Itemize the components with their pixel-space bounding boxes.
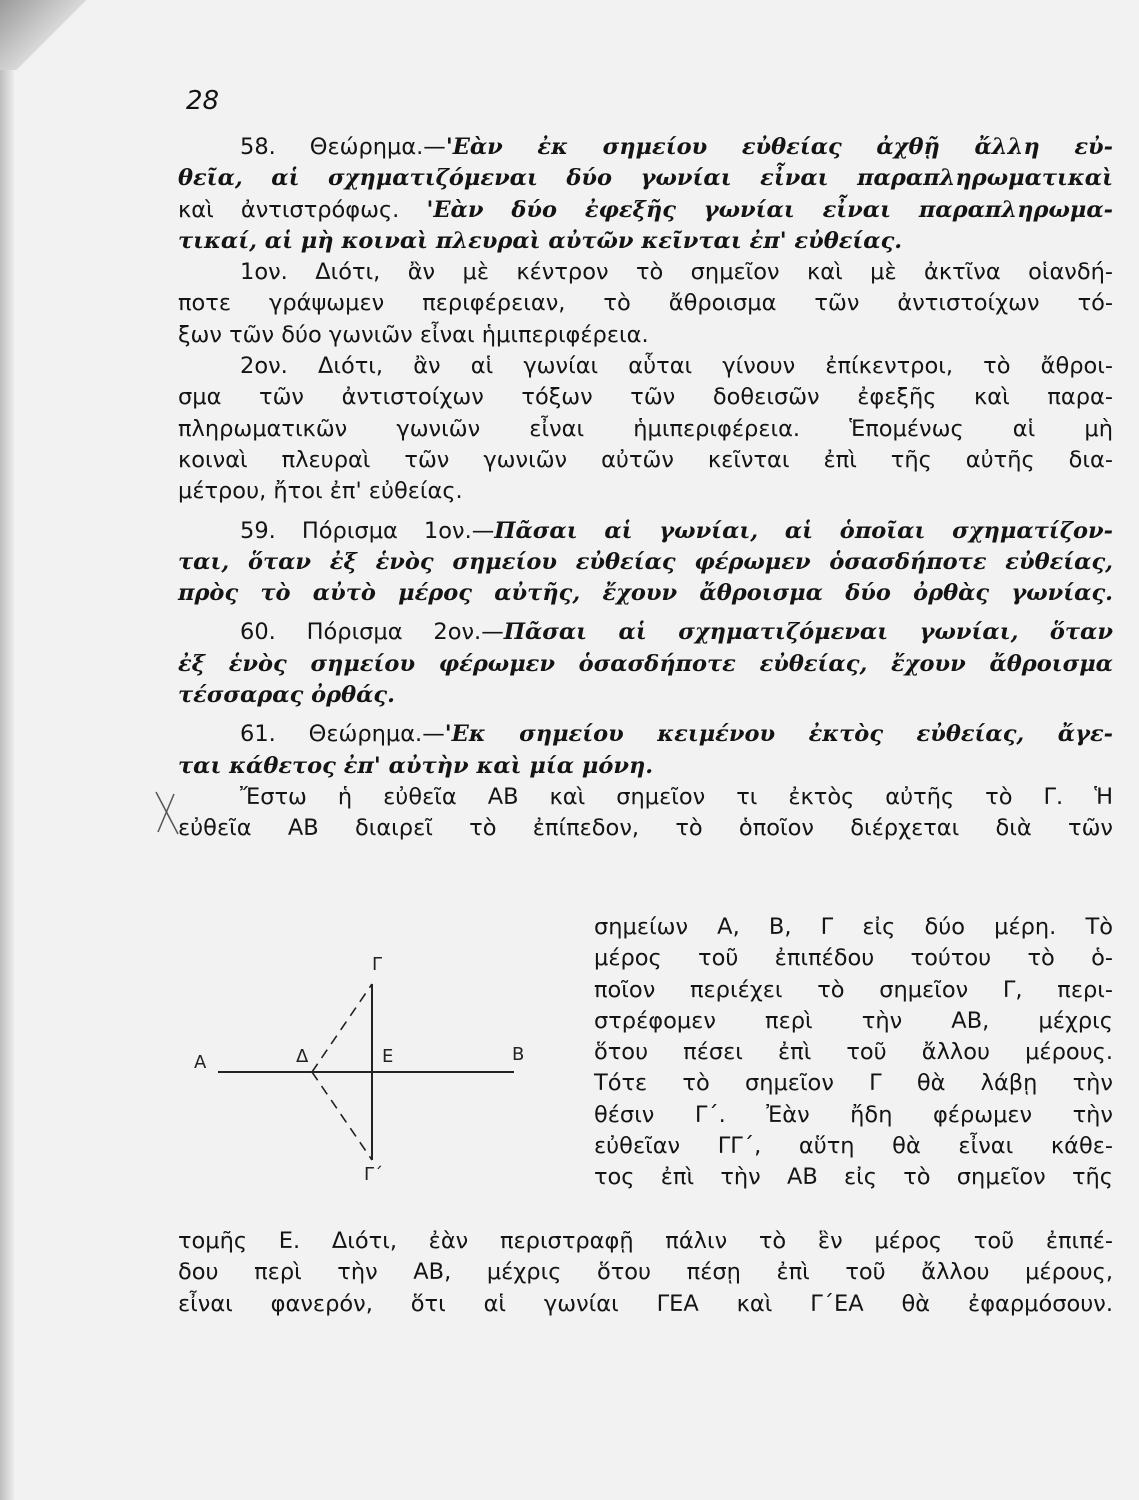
page-edge-shadow (0, 0, 14, 1500)
corollary-59-statement: Πᾶσαι αἱ γωνίαι, αἱ ὁποῖαι σχηματίζον- (494, 517, 1113, 544)
corollary-60-line-1 (178, 617, 1113, 648)
corollary-60-label: 60. Πόρισμα 2ον.— (240, 619, 504, 646)
geometry-figure (178, 940, 558, 1180)
corollary-60-line-2: ἐξ ἑνὸς σημείου φέρωμεν ὁσασδήποτε εὐθείας, ἔχουν ἄθροισμα (178, 650, 1113, 677)
text-lower (178, 1226, 1113, 1320)
theorem-61-line-1 (178, 719, 1113, 750)
proof-2-line-1: 2ον. Διότι, ἂν αἱ γωνίαι αὗται γίνουν ἐπίκεντροι, τὸ ἄθροι- (240, 353, 1113, 380)
wrap-line-2: μέρος τοῦ ἐπιπέδου τούτου τὸ ὁ- (594, 945, 1113, 972)
dashed-d-to-g-prime (312, 1072, 372, 1160)
proof-2-line-4: κοιναὶ πλευραὶ τῶν γωνιῶν αὐτῶν κεῖνται ἐπὶ τῆς αὐτῆς δια- (178, 446, 1113, 473)
theorem-58-converse: 'Εὰν δύο ἐφεξῆς γωνίαι εἶναι παραπληρωμα- (426, 196, 1114, 223)
proof-1-line-2: ποτε γράψωμεν περιφέρειαν, τὸ ἄθροισμα τῶν ἀντιστοίχων τό- (178, 290, 1113, 317)
theorem-58-line-4: τικαί, αἱ μὴ κοιναὶ πλευραὶ αὐτῶν κεῖνται ἐπ' εὐθείας. (178, 227, 903, 254)
proof-2-line-5: μέτρου, ἤτοι ἐπ' εὐθείας. (178, 478, 463, 505)
proof-2-line-3: πληρωματικῶν γωνιῶν εἶναι ἡμιπεριφέρεια. Ἑπομένως αἱ μὴ (178, 415, 1113, 442)
wrap-line-4: στρέφομεν περὶ τὴν ΑΒ, μέχρις (594, 1007, 1113, 1034)
theorem-58-line-3 (178, 195, 1113, 226)
wrap-line-1: σημείων Α, Β, Γ εἰς δύο μέρη. Τὸ (594, 914, 1113, 940)
proof-1-line-1: 1ον. Διότι, ἂν μὲ κέντρον τὸ σημεῖον καὶ μὲ ἀκτῖνα οἱανδή- (240, 259, 1113, 286)
pencil-margin-mark (148, 788, 188, 838)
wrap-line-8: εὐθεῖαν ΓΓ΄, αὕτη θὰ εἶναι κάθε- (594, 1133, 1113, 1160)
label-g: Γ (372, 954, 383, 975)
corollary-59-line-1 (178, 516, 1113, 547)
wrap-line-9: τος ἐπὶ τὴν ΑΒ εἰς τὸ σημεῖον τῆς (594, 1164, 1113, 1191)
wrap-line-6: Τότε τὸ σημεῖον Γ θὰ λάβῃ τὴν (594, 1070, 1113, 1097)
corollary-60-line-3: τέσσαρας ὀρθάς. (178, 682, 395, 709)
final-line-3: εἶναι φανερόν, ὅτι αἱ γωνίαι ΓΕΑ καὶ Γ΄ΕΑ θὰ ἐφαρμόσουν. (178, 1290, 1113, 1317)
final-line-1: τομῆς Ε. Διότι, ἐὰν περιστραφῇ πάλιν τὸ ἓν μέρος τοῦ ἐπιπέ- (178, 1228, 1113, 1254)
wrap-line-3: ποῖον περιέχει τὸ σημεῖον Γ, περι- (594, 976, 1113, 1003)
theorem-58-text-plain: καὶ ἀντιστρόφως. (178, 196, 427, 223)
theorem-61-line-2: ται κάθετος ἐπ' αὐτὴν καὶ μία μόνη. (178, 752, 654, 779)
page-number: 28 (186, 86, 220, 116)
final-line-2: δου περὶ τὴν ΑΒ, μέχρις ὅτου πέσῃ ἐπὶ τοῦ ἄλλου μέρους, (178, 1259, 1113, 1286)
label-a: Α (194, 1052, 207, 1073)
theorem-58-line-2: θεῖα, αἱ σχηματιζόμεναι δύο γωνίαι εἶναι παραπληρωματικαὶ (178, 165, 1113, 192)
theorem-58-label: 58. Θεώρημα.— (240, 134, 446, 160)
proof-2-line-2: σμα τῶν ἀντιστοίχων τόξων τῶν δοθεισῶν ἐφεξῆς καὶ παρα- (178, 384, 1113, 411)
dashed-d-to-g (312, 984, 372, 1072)
label-g-prime: Γ΄ (364, 1164, 384, 1180)
label-e: Ε (382, 1046, 394, 1067)
wrap-line-7: θέσιν Γ΄. Ἐὰν ἤδη φέρωμεν τὴν (594, 1101, 1113, 1128)
proof-61-line-1: Ἔστω ἡ εὐθεῖα ΑΒ καὶ σημεῖον τι ἐκτὸς αὐτῆς τὸ Γ. Ἡ (240, 783, 1113, 810)
corollary-59-line-3: πρὸς τὸ αὐτὸ μέρος αὐτῆς, ἔχουν ἄθροισμα δύο ὀρθὰς γωνίας. (178, 580, 1113, 607)
corollary-59-line-2: ται, ὅταν ἐξ ἑνὸς σημείου εὐθείας φέρωμεν ὁσασδήποτε εὐθείας, (178, 548, 1113, 575)
corollary-60-statement: Πᾶσαι αἱ σχηματιζόμεναι γωνίαι, ὅταν (503, 619, 1113, 646)
folded-corner (0, 0, 120, 70)
text-beside-figure (594, 912, 1113, 1194)
theorem-61-statement: 'Εκ σημείου κειμένου ἐκτὸς εὐθείας, ἄγε- (444, 721, 1113, 748)
label-d: Δ (296, 1046, 309, 1067)
text-upper (178, 132, 1113, 845)
theorem-58-statement: 'Εὰν ἐκ σημείου εὐθείας ἀχθῇ ἄλλη εὐ- (445, 134, 1113, 160)
proof-1-line-3: ξων τῶν δύο γωνιῶν εἶναι ἡμιπεριφέρεια. (178, 321, 649, 348)
corollary-59-label: 59. Πόρισμα 1ον.— (240, 517, 495, 544)
theorem-61-label: 61. Θεώρημα.— (240, 721, 445, 748)
theorem-58-line-1 (178, 132, 1113, 163)
proof-61-line-2: εὐθεῖα ΑΒ διαιρεῖ τὸ ἐπίπεδον, τὸ ὁποῖον διέρχεται διὰ τῶν (178, 815, 1113, 842)
perpendicular-construction-diagram (178, 940, 558, 1180)
label-b: Β (512, 1044, 525, 1065)
wrap-line-5: ὅτου πέσει ἐπὶ τοῦ ἄλλου μέρους. (594, 1039, 1113, 1066)
